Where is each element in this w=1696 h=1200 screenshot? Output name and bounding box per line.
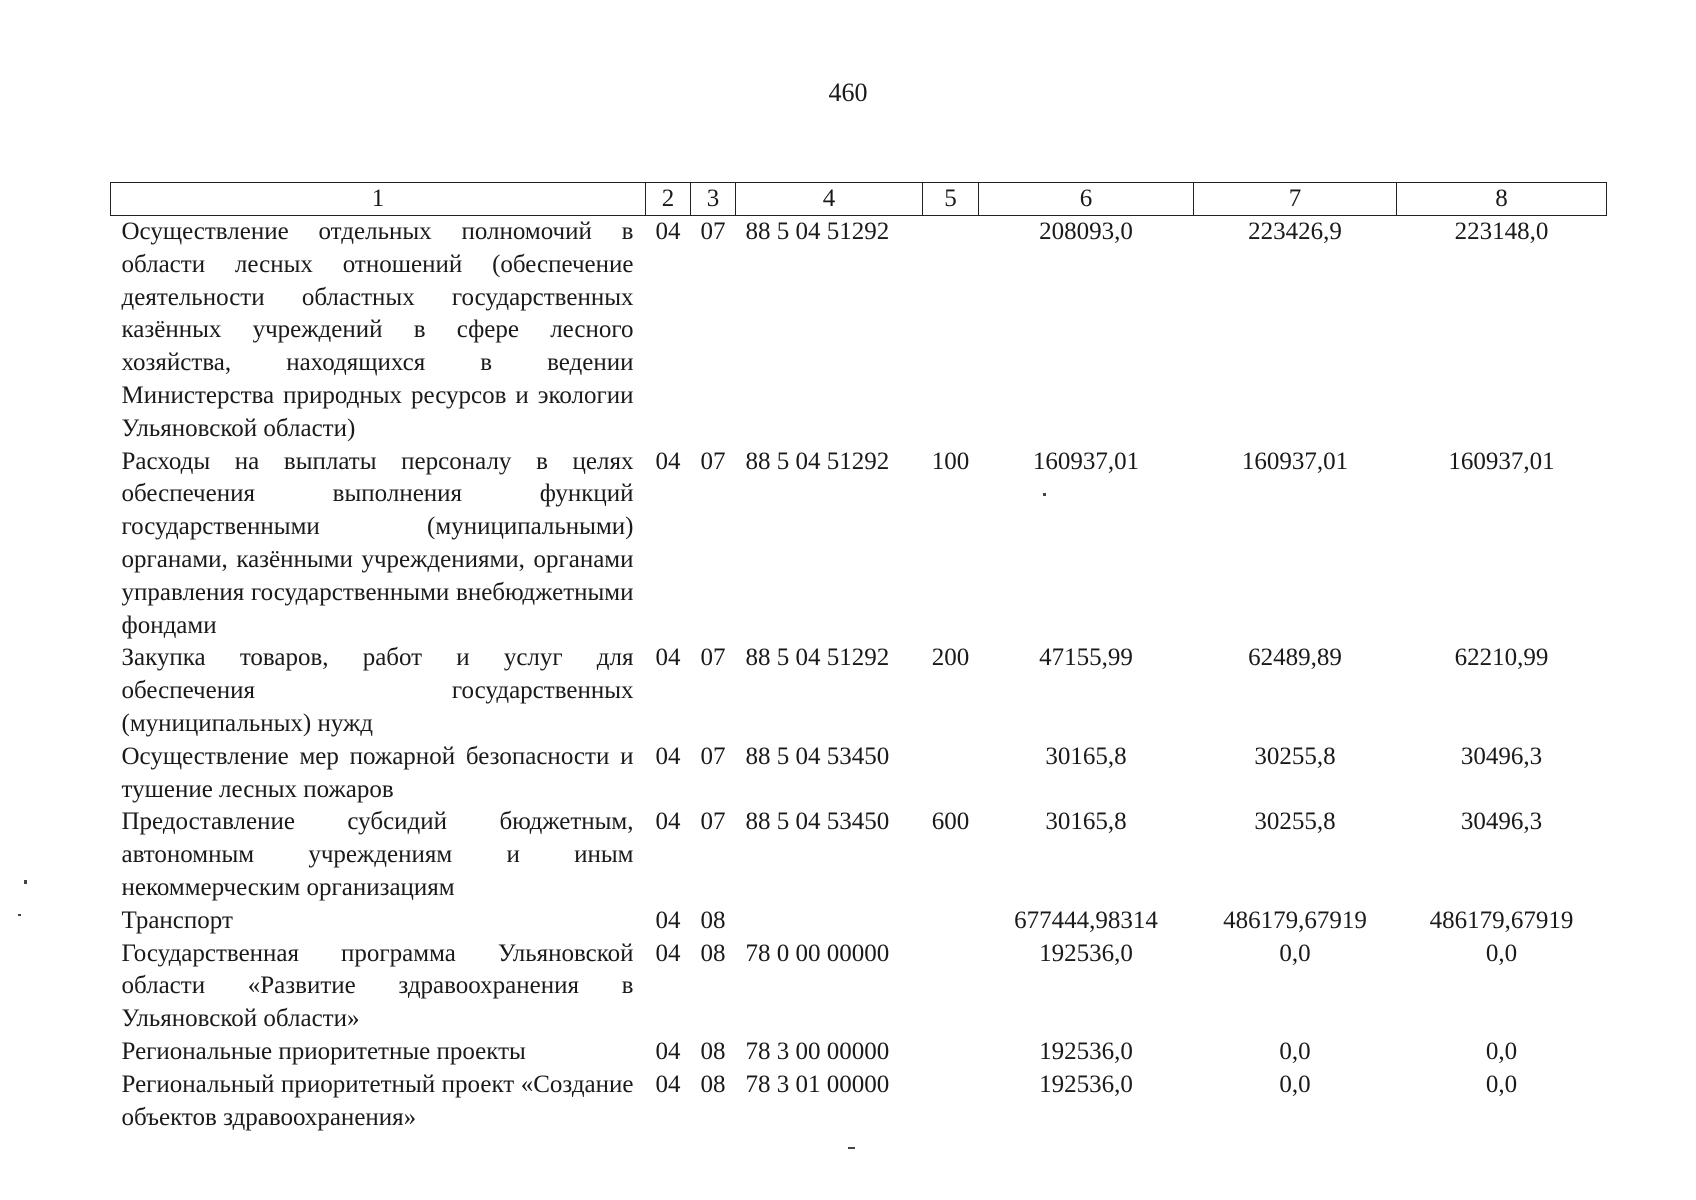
table-row: [111, 216, 1607, 446]
row-amount-6: 192536,0: [1039, 1070, 1133, 1098]
scan-speck: [848, 1147, 855, 1149]
column-header: 4: [736, 183, 923, 216]
column-header: 8: [1397, 183, 1607, 216]
row-expense-type: [923, 741, 979, 807]
row-amount-7: 62489,89: [1248, 644, 1342, 672]
scan-speck: [18, 914, 21, 916]
row-subsection: 08: [700, 906, 726, 934]
table-row: [111, 741, 1607, 807]
row-subsection: 07: [700, 742, 726, 770]
row-expense-type: [923, 1069, 979, 1135]
column-header: 5: [923, 183, 979, 216]
row-section: 04: [655, 644, 681, 672]
row-section: 04: [655, 742, 681, 770]
row-subsection: 07: [700, 447, 726, 475]
row-target-article: 88 5 04 51292: [745, 218, 890, 245]
row-amount-7: 223426,9: [1248, 218, 1342, 245]
row-amount-6: 192536,0: [1039, 939, 1133, 967]
row-subsection: 08: [700, 939, 726, 967]
row-amount-6: 192536,0: [1039, 1037, 1133, 1065]
row-name: Предоставление субсидий бюджетным, автономным учреждениям и иным некоммерческим организациям: [121, 808, 634, 901]
row-expense-type: [923, 905, 979, 938]
row-amount-8: 0,0: [1485, 1037, 1518, 1065]
row-target-article: [736, 905, 923, 938]
row-amount-8: 160937,01: [1448, 447, 1555, 475]
row-section: 04: [655, 906, 681, 934]
row-target-article: 88 5 04 51292: [745, 447, 890, 475]
table-row: [111, 446, 1607, 643]
row-amount-7: 0,0: [1279, 1070, 1311, 1098]
row-expense-type: 200: [931, 644, 970, 672]
row-section: 04: [655, 939, 681, 967]
row-expense-type: [923, 1036, 979, 1069]
table-row: [111, 938, 1607, 1036]
row-name: Государственная программа Ульяновской области «Развитие здравоохранения в Ульяновской области»: [121, 939, 634, 1033]
row-amount-8: 0,0: [1485, 1070, 1518, 1098]
table-row: [111, 806, 1607, 904]
column-header: 3: [691, 183, 736, 216]
row-expense-type: 100: [931, 447, 970, 475]
row-name: Региональный приоритетный проект «Создание объектов здравоохранения»: [121, 1070, 634, 1131]
column-header: 2: [646, 183, 691, 216]
row-amount-7: 0,0: [1279, 939, 1311, 967]
row-subsection: 07: [700, 218, 726, 245]
row-target-article: 78 3 01 00000: [745, 1070, 890, 1098]
table-row: [111, 905, 1607, 938]
row-name: Осуществление мер пожарной безопасности и тушение лесных пожаров: [121, 742, 634, 803]
header-row: [111, 183, 1607, 216]
table-row: [111, 1036, 1607, 1069]
row-name: Транспорт: [121, 906, 233, 934]
scan-speck: [1043, 493, 1046, 496]
row-amount-8: 30496,3: [1460, 808, 1543, 836]
row-name: Расходы на выплаты персоналу в целях обеспечения выполнения функций государственными (муниципальными) органами, казёнными учреждениями, органами управления государственными внебюджетными фондами: [121, 447, 634, 639]
row-amount-7: 30255,8: [1254, 808, 1336, 836]
row-amount-7: 160937,01: [1241, 447, 1349, 475]
page-number: 460: [828, 78, 868, 107]
row-target-article: 78 0 00 00000: [745, 939, 890, 967]
row-section: 04: [655, 1037, 681, 1065]
row-subsection: 07: [700, 644, 726, 672]
row-amount-8: 62210,99: [1454, 644, 1549, 672]
row-name: Осуществление отдельных полномочий в области лесных отношений (обеспечение деятельности областных государственных казённых учреждений в сфере лесного хозяйства, находящихся в ведении Министерства природных ресурсов и экологии Ульяновской области): [121, 218, 634, 442]
table-row: [111, 642, 1607, 740]
scan-speck: [24, 880, 27, 884]
row-target-article: 88 5 04 53450: [745, 808, 890, 836]
row-amount-6: 30165,8: [1045, 742, 1127, 770]
row-name: Региональные приоритетные проекты: [121, 1037, 526, 1065]
row-subsection: 07: [700, 808, 726, 836]
row-amount-8: 223148,0: [1454, 218, 1549, 245]
column-header: 7: [1194, 183, 1397, 216]
row-subsection: 08: [700, 1037, 726, 1065]
row-section: 04: [655, 808, 681, 836]
row-target-article: 78 3 00 00000: [745, 1037, 890, 1065]
row-amount-6: 47155,99: [1039, 644, 1133, 672]
row-name: Закупка товаров, работ и услуг для обеспечения государственных (муниципальных) нужд: [121, 644, 634, 737]
row-section: 04: [655, 218, 681, 245]
column-header: 1: [111, 183, 646, 216]
row-amount-8: 486179,67919: [1429, 906, 1574, 934]
row-section: 04: [655, 447, 681, 475]
row-section: 04: [655, 1070, 681, 1098]
row-amount-8: 30496,3: [1460, 742, 1543, 770]
row-amount-7: 486179,67919: [1223, 906, 1367, 934]
row-amount-7: 30255,8: [1254, 742, 1336, 770]
row-target-article: 88 5 04 53450: [745, 742, 890, 770]
row-amount-6: 160937,01: [1032, 447, 1140, 475]
row-amount-6: 208093,0: [1039, 218, 1133, 245]
table-row: [111, 1069, 1607, 1135]
row-amount-7: 0,0: [1279, 1037, 1311, 1065]
budget-table: [110, 182, 1607, 1134]
row-amount-6: 677444,98314: [1014, 906, 1158, 934]
row-expense-type: [923, 938, 979, 1036]
row-amount-6: 30165,8: [1045, 808, 1127, 836]
row-target-article: 88 5 04 51292: [745, 644, 890, 672]
row-expense-type: [923, 216, 979, 446]
row-subsection: 08: [700, 1070, 726, 1098]
column-header: 6: [979, 183, 1194, 216]
row-amount-8: 0,0: [1485, 939, 1518, 967]
row-expense-type: 600: [931, 808, 970, 836]
